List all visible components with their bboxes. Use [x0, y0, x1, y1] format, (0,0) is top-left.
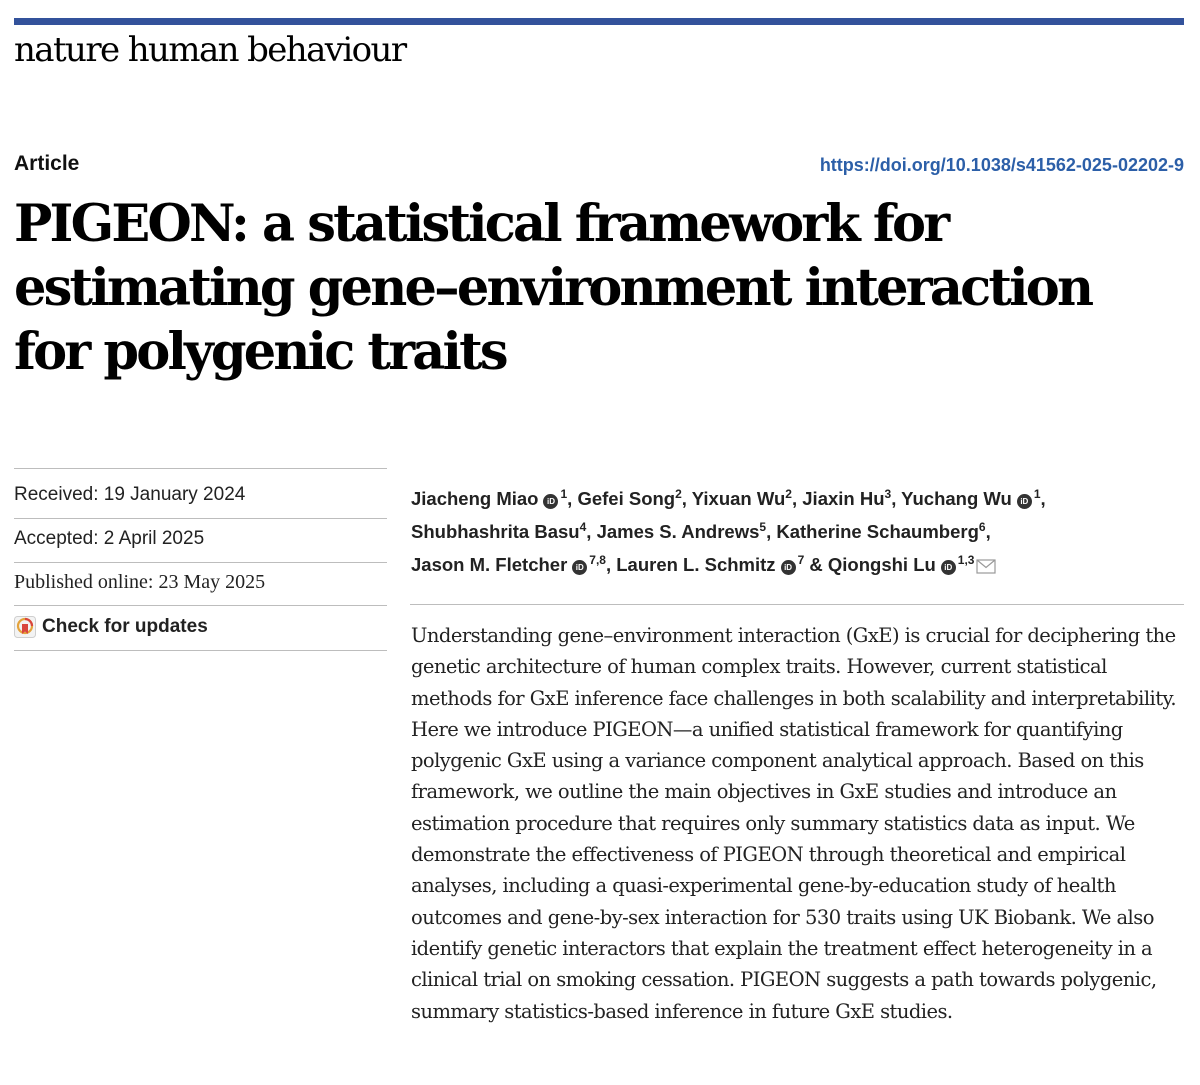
author-name[interactable]: Qiongshi Lu [827, 554, 936, 575]
author-name[interactable]: Shubhashrita Basu [411, 521, 580, 542]
article-title [14, 192, 1189, 384]
published-date: Published online: 23 May 2025 [14, 571, 266, 593]
author [776, 521, 985, 542]
affiliation-number: 1,3 [957, 553, 975, 567]
author-separator: & [804, 554, 828, 575]
author [828, 554, 997, 575]
orcid-icon[interactable]: iD [543, 494, 558, 509]
author-name[interactable]: Jason M. Fletcher [411, 554, 568, 575]
affiliation-number: 7,8 [589, 553, 606, 567]
divider [14, 468, 387, 469]
author [616, 554, 804, 575]
author-separator: , [605, 554, 617, 575]
orcid-icon[interactable]: iD [781, 560, 796, 575]
affiliation-number: 5 [759, 520, 767, 534]
author [901, 488, 1040, 509]
author-separator: , [985, 521, 991, 542]
divider [410, 604, 1184, 605]
article-type: Article [14, 152, 80, 175]
author [411, 521, 586, 542]
received-date: Received: 19 January 2024 [14, 484, 246, 505]
author [411, 554, 606, 575]
author-list [411, 480, 1171, 579]
affiliation-number: 2 [785, 487, 792, 501]
orcid-icon[interactable]: iD [941, 560, 956, 575]
check-for-updates-label: Check for updates [42, 616, 208, 637]
author-separator: , [766, 521, 777, 542]
check-for-updates-button[interactable] [14, 616, 208, 638]
author-name[interactable]: Yuchang Wu [901, 488, 1012, 509]
journal-header-bar [14, 18, 1184, 25]
affiliation-number: 3 [884, 487, 892, 501]
title-line: for polygenic traits [14, 322, 506, 382]
affiliation-number: 2 [675, 487, 682, 501]
author-separator: , [567, 488, 578, 509]
author [802, 488, 891, 509]
author-name[interactable]: James S. Andrews [596, 521, 760, 542]
orcid-icon[interactable]: iD [1017, 494, 1032, 509]
author [692, 488, 792, 509]
affiliation-number: 7 [797, 553, 805, 567]
orcid-icon[interactable]: iD [572, 560, 587, 575]
author-separator: , [791, 488, 803, 509]
divider [14, 605, 387, 606]
affiliation-number: 6 [978, 520, 986, 534]
author-separator: , [891, 488, 902, 509]
title-line: PIGEON: a statistical framework for [14, 194, 948, 254]
author-separator: , [681, 488, 692, 509]
author-name[interactable]: Yixuan Wu [691, 488, 786, 509]
author-name[interactable]: Katherine Schaumberg [776, 521, 979, 542]
author-name[interactable]: Jiaxin Hu [802, 488, 885, 509]
email-icon[interactable] [976, 559, 996, 574]
author-name[interactable]: Jiacheng Miao [411, 488, 539, 509]
author-name[interactable]: Lauren L. Schmitz [616, 554, 776, 575]
author-separator: , [1040, 488, 1046, 509]
author-separator: , [586, 521, 597, 542]
doi-link[interactable]: https://doi.org/10.1038/s41562-025-02202-9 [819, 155, 1184, 175]
divider [14, 562, 387, 563]
accepted-date: Accepted: 2 April 2025 [14, 528, 205, 549]
affiliation-number: 1 [1033, 487, 1041, 501]
author [597, 521, 767, 542]
author-name[interactable]: Gefei Song [577, 488, 676, 509]
check-for-updates-icon [14, 616, 36, 638]
divider [14, 518, 387, 519]
abstract: Understanding gene–environment interaction (GxE) is crucial for deciphering the genetic architecture of human complex traits. However, current statistical methods for GxE inference face challenges in both scalability and interpretability. Here we introduce PIGEON—a unified statistical framework for quantifying polygenic GxE using a variance component analytical approach. Based on this framework, we outline the main objectives in GxE studies and introduce an estimation procedure that requires only summary statistics data as input. We demonstrate the effectiveness of PIGEON through theoretical and empirical analyses, including a quasi-experimental gene-by-education study of health outcomes and gene-by-sex interaction for 530 traits using UK Biobank. We also identify genetic interactors that explain the treatment effect heterogeneity in a clinical trial on smoking cessation. PIGEON suggests a path towards polygenic, summary statistics-based inference in future GxE studies. [411, 624, 1177, 1023]
affiliation-number: 1 [560, 487, 568, 501]
author [411, 488, 567, 509]
title-line: estimating gene–environment interaction [14, 258, 1092, 318]
divider [14, 650, 387, 651]
author [577, 488, 681, 509]
affiliation-number: 4 [579, 520, 587, 534]
journal-name[interactable]: nature human behaviour [14, 30, 406, 70]
